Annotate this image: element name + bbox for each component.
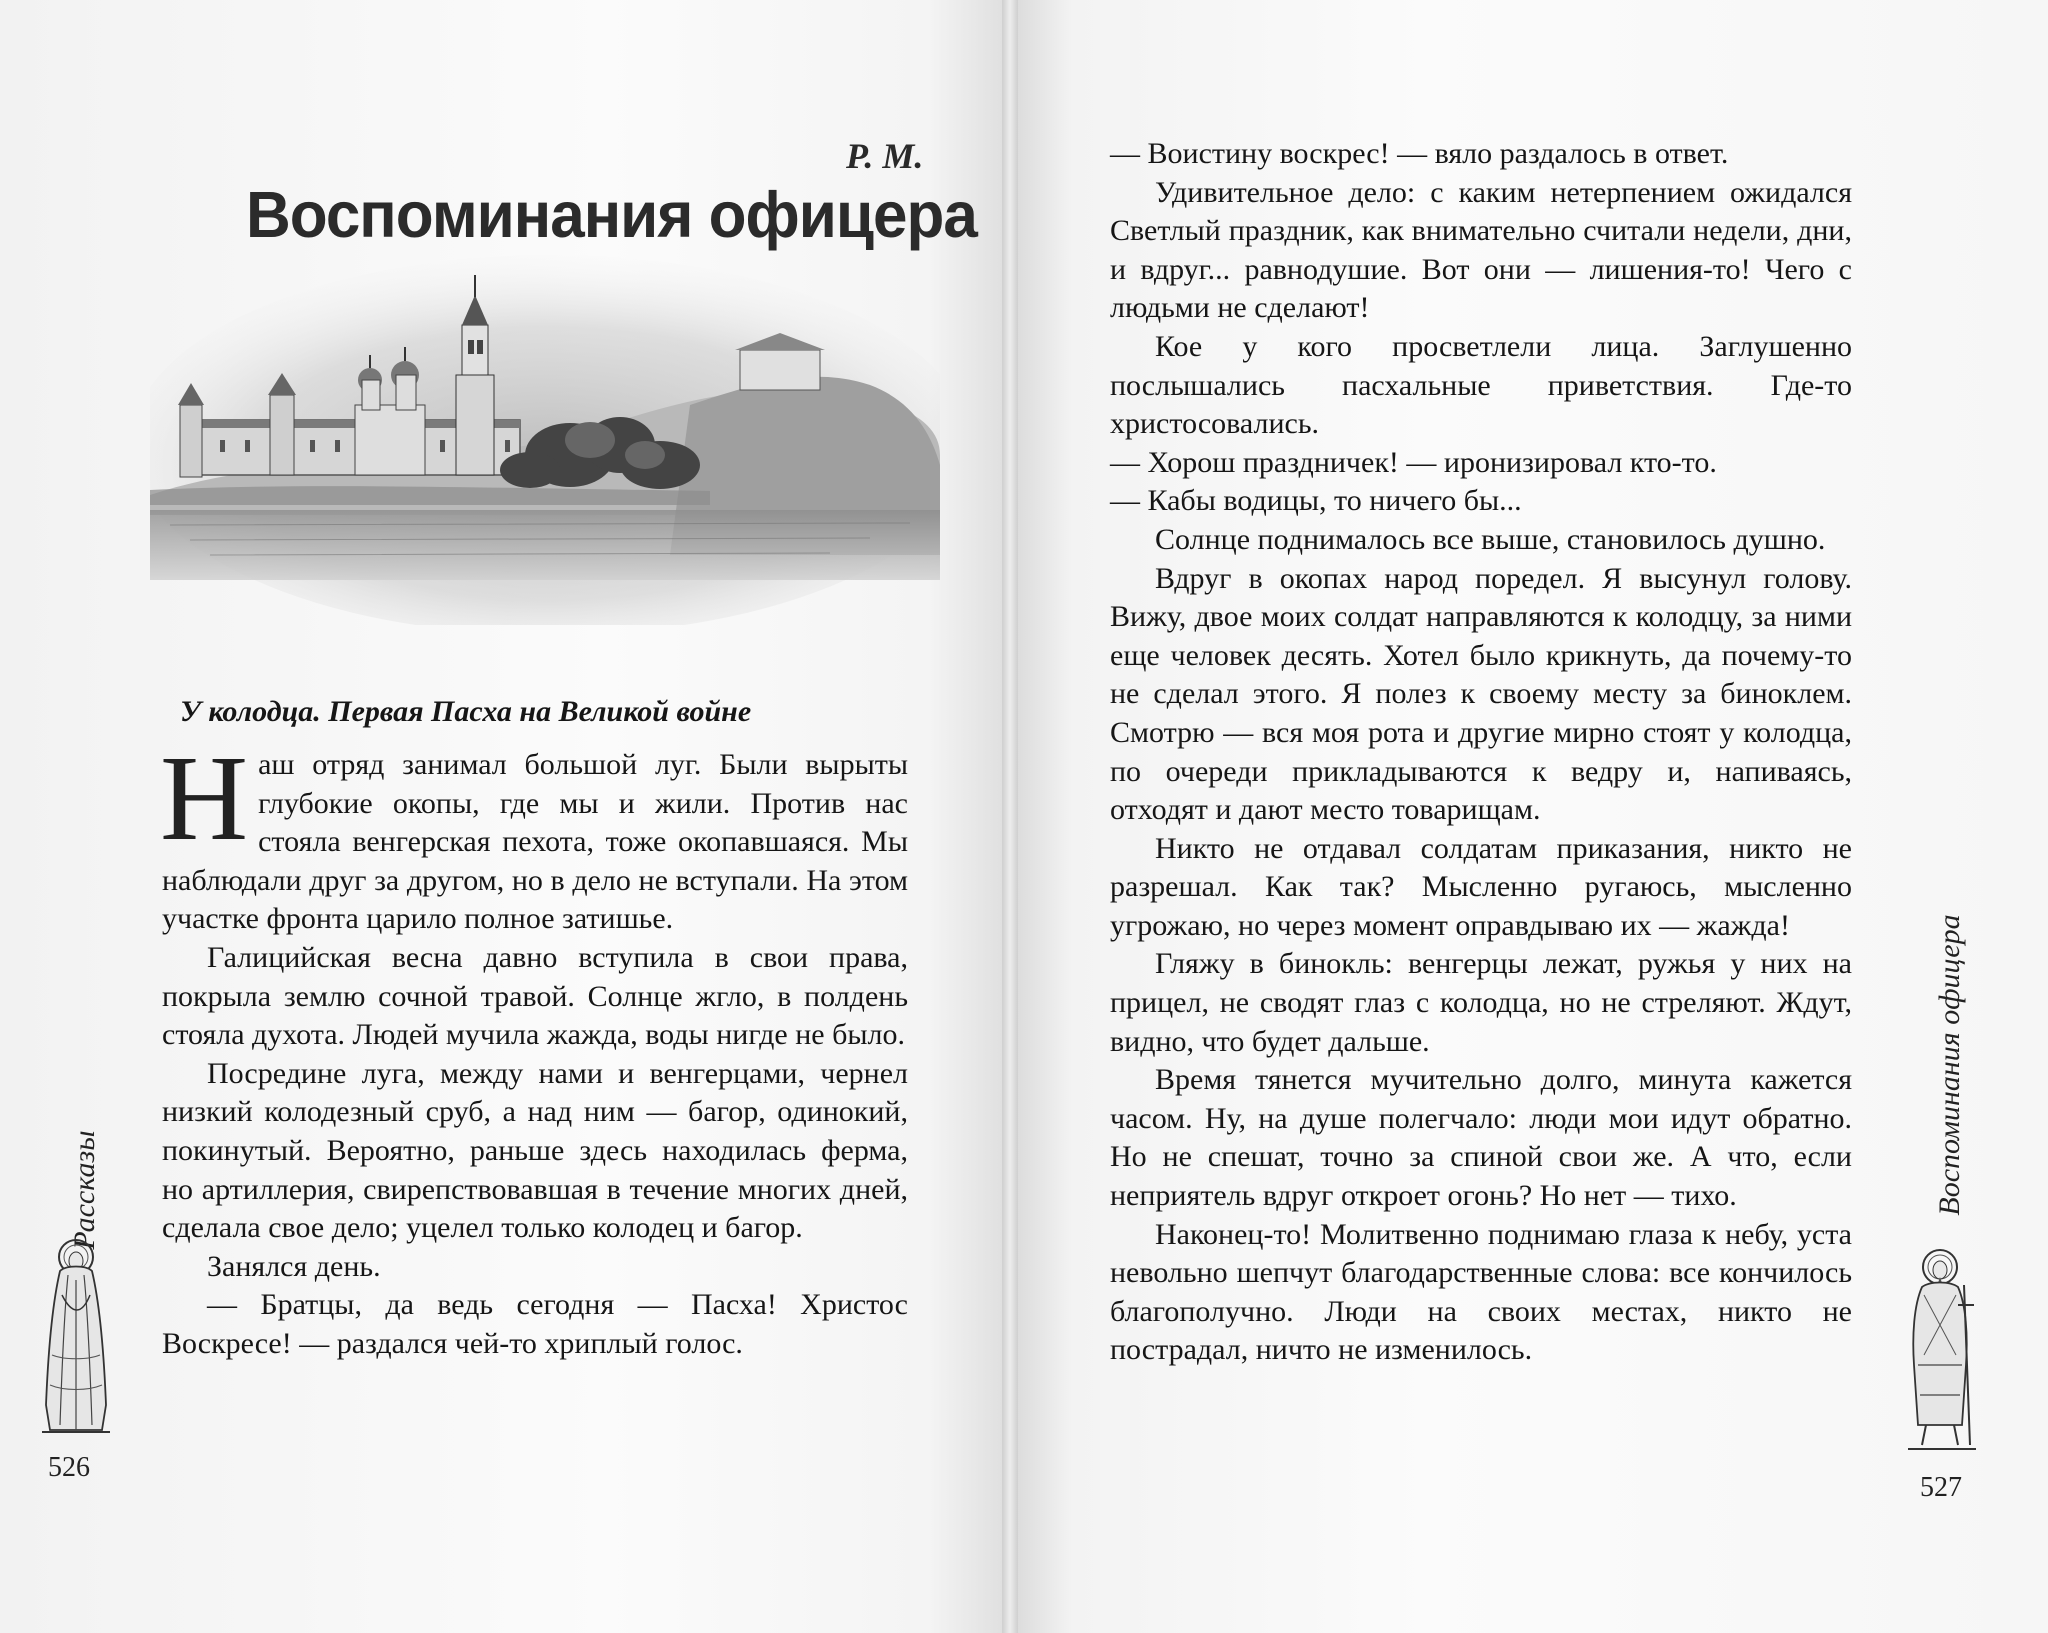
page-number-right: 527: [1920, 1472, 1962, 1503]
drop-cap: Н: [160, 731, 249, 866]
monastery-illustration: [150, 255, 940, 625]
author-name: Р. М.: [846, 136, 924, 176]
left-body-text: [160, 731, 908, 1364]
paragraph: Солнце поднималось все выше, становилось душно.: [1155, 522, 1826, 556]
paragraph: Посредине луга, между нами и венгерцами, чернел низкий колодезный сруб, а над ним — багор, одинокий, покинутый. Вероятно, раньше здесь находилась ферма, но артиллерия, свирепствовавшая в течение многих дней, сделала свое дело; уцелел только колодец и багор.: [162, 1056, 908, 1245]
show-through-texture: [190, 120, 950, 159]
paragraph: — Братцы, да ведь сегодня — Пасха! Христос Воскресе! — раздался чей-то хриплый голос.: [162, 1288, 908, 1360]
paragraph: Вдруг в окопах народ поредел. Я высунул голову. Вижу, двое моих солдат направляются к колодцу, за ними еще человек десять. Хотел было крикнуть, да почему-то не сделал этого. Я полез к своему месту за биноклем. Смотрю — вся моя рота и другие мирно стоят у колодца, по очереди прикладываются к ведру и, напиваясь, отходят и дают место товарищам.: [1110, 561, 1852, 827]
paragraph: Наконец-то! Молитвенно поднимаю глаза к небу, уста невольно шепчут благодарственные слова: все кончилось благополучно. Люди на своих местах, никто не пострадал, ничто не изменилось.: [1110, 1217, 1852, 1367]
running-head-right: Воспоминания офицера: [1933, 914, 1966, 1216]
paragraph: — Кабы водицы, то ничего бы...: [1110, 484, 1522, 518]
saint-icon: [1900, 1245, 1980, 1455]
book-binding: [1002, 0, 1018, 1633]
paragraph: Гляжу в бинокль: венгерцы лежат, ружья у них на прицел, не сводят глаз с колодца, но не стреляют. Ждут, видно, что будет дальше.: [1110, 947, 1852, 1058]
paragraph: — Хорош праздничек! — иронизировал кто-то.: [1110, 445, 1717, 479]
paragraph: Галицийская весна давно вступила в свои права, покрыла землю сочной травой. Солнце жгло, в полдень стояла духота. Людей мучила жажда, воды нигде не было.: [162, 940, 908, 1052]
running-head-left: Рассказы: [68, 1130, 101, 1250]
chapter-title: Воспоминания офицера: [246, 179, 977, 252]
first-paragraph: [160, 731, 908, 939]
page-number-left: 526: [48, 1452, 90, 1483]
right-body-text: [1110, 135, 1852, 1370]
paragraph: Занялся день.: [207, 1249, 381, 1283]
paragraph: Удивительное дело: с каким нетерпением ожидался Светлый праздник, как внимательно считали недели, дни, и вдруг... равнодушие. Вот они — лишения-то! Чего с людьми не сделают!: [1110, 175, 1852, 325]
paragraph: Время тянется мучительно долго, минута кажется часом. Ну, на душе полегчало: люди мои идут обратно. Но не спешат, точно за спиной свои же. А что, если неприятель вдруг откроет огонь? Но нет — тихо.: [1110, 1063, 1852, 1213]
saint-icon: [38, 1235, 114, 1440]
paragraph: Никто не отдавал солдатам приказания, никто не разрешал. Как так? Мысленно ругаюсь, мысленно угрожаю, но через момент оправдываю их — жажда!: [1110, 831, 1852, 942]
section-heading: У колодца. Первая Пасха на Великой войне: [180, 695, 752, 728]
left-page: [0, 0, 1010, 1633]
first-paragraph-text: аш отряд занимал большой луг. Были вырыты глубокие окопы, где мы и жили. Против нас стояла венгерская пехота, тоже окопавшаяся. Мы наблюдали друг за другом, но в дело не вступали. На этом участке фронта царило полное затишье.: [162, 748, 908, 936]
paragraph: Кое у кого просветлели лица. Заглушенно послышались пасхальные приветствия. Где-то христосовались.: [1110, 329, 1852, 441]
paragraph: — Воистину воскрес! — вяло раздалось в ответ.: [1110, 137, 1729, 170]
